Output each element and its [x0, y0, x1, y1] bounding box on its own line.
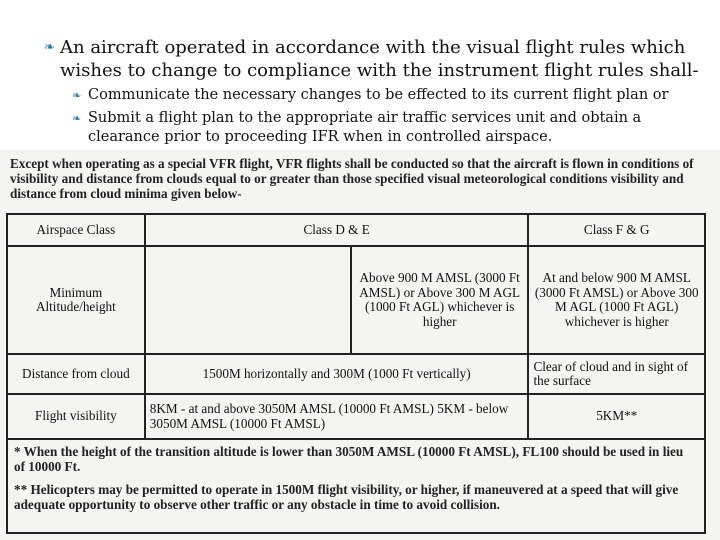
footnotes-box: [6, 438, 706, 534]
sub-bullet-text: Submit a flight plan to the appropriate air traffic services unit and obtain a clearance prior to proceeding IFR when in controlled airspace.: [88, 110, 642, 145]
table-row: [7, 354, 705, 394]
bullet-marker-icon: ❧: [72, 112, 82, 125]
airspace-class-header: Airspace Class: [7, 214, 145, 246]
main-bullet-text: An aircraft operated in accordance with the visual flight rules which wishes to change to compliance with the instrument flight rules shall-: [60, 37, 699, 81]
table-header-row: [7, 214, 705, 246]
class-fg-header: Class F & G: [528, 214, 705, 246]
footnote-helicopters: ** Helicopters may be permitted to operate in 1500M flight visibility, or higher, if maneuvered at a speed that will give adequate opportunity to observe other traffic or any obstacle in time to avoid collision.: [14, 482, 679, 512]
minimum-altitude-label: Minimum Altitude/height: [7, 246, 145, 354]
distance-from-cloud-fg-below: Clear of cloud and in sight of the surface: [528, 354, 705, 394]
flight-visibility-label: Flight visibility: [7, 394, 145, 439]
bullet-marker-icon: ❧: [44, 40, 55, 55]
bullet-marker-icon: ❧: [72, 89, 82, 102]
distance-from-cloud-value: 1500M horizontally and 300M (1000 Ft vertically): [145, 354, 529, 394]
minimum-altitude-de: [145, 246, 351, 354]
sub-bullet-text: Communicate the necessary changes to be effected to its current flight plan or: [88, 87, 669, 103]
flight-visibility-value: 8KM - at and above 3050M AMSL (10000 Ft AMSL) 5KM - below 3050M AMSL (10000 Ft AMSL): [145, 394, 529, 439]
flight-visibility-fg-below: 5KM**: [528, 394, 705, 439]
minimum-altitude-fg-above: Above 900 M AMSL (3000 Ft AMSL) or Above 300 M AGL (1000 Ft AGL) whichever is higher: [351, 246, 529, 354]
class-de-header: Class D & E: [145, 214, 529, 246]
table-row: [7, 246, 705, 354]
footnote-transition-altitude: * When the height of the transition altitude is lower than 3050M AMSL (10000 Ft AMSL), FL100 should be used in lieu of 10000 Ft.: [14, 444, 684, 474]
table-row: [7, 394, 705, 439]
vmc-minima-table: [6, 213, 706, 440]
distance-from-cloud-label: Distance from cloud: [7, 354, 145, 394]
scanned-regulation-image: [0, 150, 720, 540]
vfr-intro-text: Except when operating as a special VFR flight, VFR flights shall be conducted so that the aircraft is flown in conditions of visibility and distance from clouds equal to or greater than those specified visual meteorological conditions visibility and distance from cloud minima given below-: [10, 156, 694, 201]
minimum-altitude-fg-below: At and below 900 M AMSL (3000 Ft AMSL) or Above 300 M AGL (1000 Ft AGL) whichever is higher: [528, 246, 705, 354]
